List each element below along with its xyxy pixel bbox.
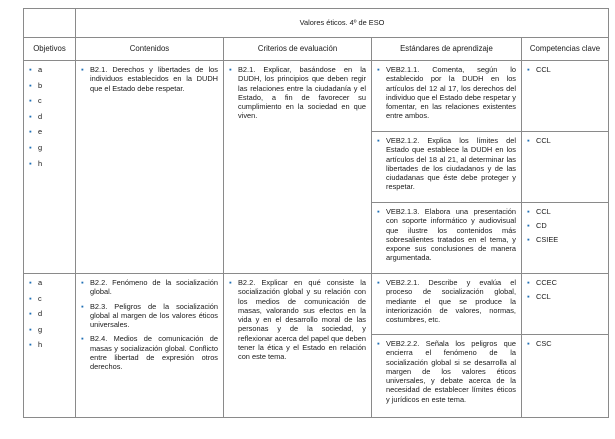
- objetivo-item: ▪ c: [29, 96, 42, 106]
- estandar-cell: ▪ VEB2.2.2. Señala los peligros que encierra el fenómeno de la socialización global si se desarrolla al margen de los valores éticos universales, y debate acerca de la necesidad de establecer límites éticos y jurídicos en este tema.: [372, 335, 522, 418]
- header-objetivos: Objetivos: [24, 38, 76, 61]
- objetivo-item: ▪ b: [29, 80, 43, 90]
- criterio-item: ▪ B2.1. Explicar, basándose en la DUDH, los principios que deben regir las relaciones entre la ciudadanía y el Estado, a fin de favorecer su cumplimiento en la sociedad en que viven.: [229, 65, 366, 121]
- competencia-code: CCL: [536, 65, 551, 74]
- competencia-code: CD: [536, 220, 547, 230]
- corner-cell: [24, 9, 76, 38]
- objetivo-item: ▪ a: [29, 65, 43, 74]
- competencia-code: CCL: [536, 136, 551, 145]
- estandar-cell: ▪ VEB2.1.2. Explica los límites del Estado que establece la DUDH en los artículos del 18 al 21, al determinar las libertades de los ciudadanos y de las ciudadanas que éste debe proteger y respetar.: [372, 132, 522, 203]
- criterio-item: ▪ B2.2. Explicar en qué consiste la socialización global y su relación con los medios de comunicación de masas, valorando sus efectos en la vida y en el desarrollo moral de las personas y de la sociedad, y reflexionar acerca del papel que deben tener la ética y el Estado en relación con este tema.: [229, 278, 366, 362]
- curriculum-table: [23, 8, 609, 418]
- header-contenidos: Contenidos: [76, 38, 224, 61]
- block2-row-1: [24, 274, 609, 335]
- objetivo-item: ▪ e: [29, 127, 43, 137]
- header-competencias: Competencias clave: [522, 38, 609, 61]
- contenido-item: ▪ B2.1. Derechos y libertades de los individuos establecidos en la DUDH que el Estado debe respetar.: [81, 65, 218, 93]
- competencia-code: CSC: [536, 339, 552, 348]
- header-estandares: Estándares de aprendizaje: [372, 38, 522, 61]
- objetivo-item: ▪ g: [29, 142, 43, 152]
- competencias-cell: ▪ CCEC ▪ CCL: [522, 274, 609, 335]
- estandar-text: VEB2.2.2. Señala los peligros que encierra el fenómeno de la socialización global si se desarrolla al margen de los valores éticos universales, y debate acerca de la necesidad de establecer límites éticos y jurídicos en este tema.: [386, 339, 516, 404]
- estandar-text: VEB2.2.1. Describe y evalúa el proceso de socialización global, mediante el que se produce la interiorización de valores, normas, costumbres, etc.: [386, 278, 516, 325]
- competencias-cell: ▪ CCL: [522, 61, 609, 132]
- competencia-code: CCL: [536, 207, 551, 216]
- estandar-cell: ▪ VEB2.1.1. Comenta, según lo establecido por la DUDH en los artículos del 12 al 17, los derechos del individuo que el Estado debe respetar y fomentar, en las relaciones existentes entre ambos.: [372, 61, 522, 132]
- block1-row-1: [24, 61, 609, 132]
- block1-objetivos: [24, 61, 76, 274]
- block2-contenidos: [76, 274, 224, 418]
- competencias-cell: ▪ CCL: [522, 132, 609, 203]
- block2-criterio: [224, 274, 372, 418]
- column-header-row: [24, 38, 609, 61]
- objetivo-item: ▪ a: [29, 278, 43, 287]
- header-criterios: Criterios de evaluación: [224, 38, 372, 61]
- contenido-item: ▪ B2.2. Fenómeno de la socialización global.: [81, 278, 218, 297]
- competencias-cell: ▪ CCL ▪ CD ▪ CSIEE: [522, 203, 609, 274]
- objetivo-item: ▪ h: [29, 158, 43, 168]
- objetivo-item: ▪ d: [29, 309, 43, 319]
- objetivo-item: ▪ g: [29, 324, 43, 334]
- contenido-item: ▪ B2.3. Peligros de la socialización global al margen de los valores éticos universales.: [81, 301, 218, 330]
- competencias-cell: ▪ CSC: [522, 335, 609, 418]
- block2-objetivos: [24, 274, 76, 418]
- objetivo-item: ▪ d: [29, 111, 43, 121]
- objetivo-item: ▪ h: [29, 340, 43, 350]
- table-title: Valores éticos. 4º de ESO: [76, 9, 609, 38]
- block1-contenidos: [76, 61, 224, 274]
- estandar-text: VEB2.1.1. Comenta, según lo establecido por la DUDH en los artículos del 12 al 17, los derechos del individuo que el Estado debe respetar y fomentar, en las relaciones existentes entre ambos.: [386, 65, 516, 121]
- estandar-cell: ▪ VEB2.1.3. Elabora una presentación con soporte informático y audiovisual que ilustre los contenidos más sobresalientes tratados en el tema, y expone sus conclusiones de manera argumentada.: [372, 203, 522, 274]
- estandar-text: VEB2.1.2. Explica los límites del Estado que establece la DUDH en los artículos del 18 al 21, al determinar las libertades de los ciudadanos y de las ciudadanas que éste debe proteger y respetar.: [386, 136, 516, 192]
- block1-criterio: [224, 61, 372, 274]
- competencia-code: CSIEE: [536, 234, 559, 244]
- contenido-item: ▪ B2.4. Medios de comunicación de masas y socialización global. Conflicto entre libertad de expresión otros derechos.: [81, 334, 218, 372]
- competencia-code: CCEC: [536, 278, 557, 287]
- competencia-code: CCL: [536, 291, 551, 301]
- estandar-cell: ▪ VEB2.2.1. Describe y evalúa el proceso de socialización global, mediante el que se produce la interiorización de valores, normas, costumbres, etc.: [372, 274, 522, 335]
- estandar-text: VEB2.1.3. Elabora una presentación con soporte informático y audiovisual que ilustre los contenidos más sobresalientes tratados en el tema, y expone sus conclusiones de manera argumentada.: [386, 207, 516, 263]
- objetivo-item: ▪ c: [29, 293, 42, 303]
